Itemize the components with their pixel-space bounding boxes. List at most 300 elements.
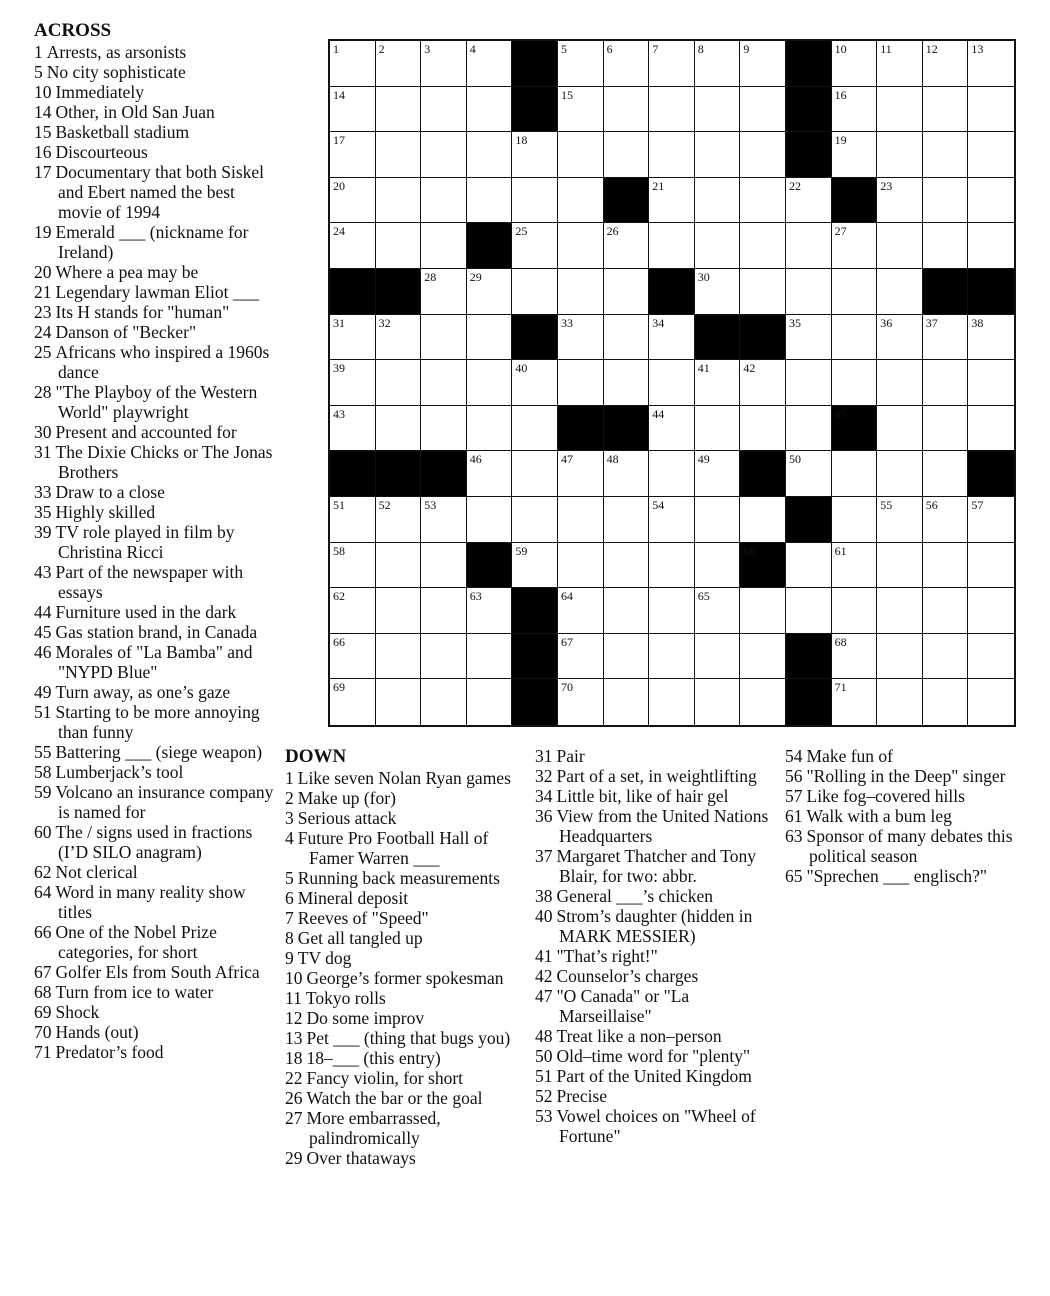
grid-cell[interactable] — [968, 543, 1014, 589]
clue-number: 33 — [34, 482, 52, 502]
across-clue — [34, 962, 274, 982]
grid-cell[interactable] — [604, 132, 650, 178]
grid-cell[interactable] — [558, 360, 604, 406]
clue-number: 48 — [535, 1026, 553, 1046]
grid-cell[interactable] — [923, 41, 969, 87]
grid-cell[interactable] — [604, 41, 650, 87]
grid-cell[interactable] — [877, 178, 923, 224]
cell-number: 15 — [561, 87, 573, 102]
grid-cell[interactable] — [786, 178, 832, 224]
grid-cell[interactable] — [832, 497, 878, 543]
grid-cell[interactable] — [604, 543, 650, 589]
grid-cell[interactable] — [558, 679, 604, 725]
grid-cell[interactable] — [877, 87, 923, 133]
grid-cell[interactable] — [376, 360, 422, 406]
grid-cell[interactable] — [330, 588, 376, 634]
grid-cell[interactable] — [558, 588, 604, 634]
clue-text: Tokyo rolls — [305, 988, 386, 1008]
black-square — [512, 634, 558, 680]
clue-number: 41 — [535, 946, 553, 966]
across-clue — [34, 342, 274, 382]
clue-text: Not clerical — [55, 862, 138, 882]
grid-cell[interactable] — [695, 634, 741, 680]
grid-cell[interactable] — [330, 178, 376, 224]
grid-cell[interactable] — [695, 497, 741, 543]
grid-cell[interactable] — [740, 223, 786, 269]
grid-cell[interactable] — [421, 315, 467, 361]
grid-cell[interactable] — [512, 360, 558, 406]
grid-cell[interactable] — [558, 543, 604, 589]
grid-cell[interactable] — [695, 41, 741, 87]
grid-cell[interactable] — [968, 497, 1014, 543]
grid-cell[interactable] — [558, 87, 604, 133]
cell-number: 68 — [834, 634, 847, 649]
grid-cell[interactable] — [512, 269, 558, 315]
clue-number: 28 — [34, 382, 52, 402]
cell-number: 7 — [652, 42, 659, 56]
grid-cell[interactable] — [421, 360, 467, 406]
black-square — [968, 451, 1014, 497]
black-square — [467, 223, 513, 269]
grid-cell[interactable] — [786, 223, 832, 269]
grid-cell[interactable] — [695, 360, 741, 406]
grid-cell[interactable] — [421, 269, 467, 315]
grid-cell[interactable] — [421, 223, 467, 269]
clue-number: 45 — [34, 622, 52, 642]
grid-cell[interactable] — [832, 132, 878, 178]
grid-cell[interactable] — [558, 132, 604, 178]
grid-cell[interactable] — [467, 588, 513, 634]
grid-cell[interactable] — [330, 223, 376, 269]
grid-cell[interactable] — [832, 269, 878, 315]
clue-text: Serious attack — [297, 808, 397, 828]
grid-cell[interactable] — [968, 132, 1014, 178]
grid-cell[interactable] — [558, 41, 604, 87]
clue-number: 34 — [535, 786, 553, 806]
grid-cell[interactable] — [604, 588, 650, 634]
grid-cell[interactable] — [740, 360, 786, 406]
grid-cell[interactable] — [649, 132, 695, 178]
grid-cell[interactable] — [512, 406, 558, 452]
grid-cell[interactable] — [740, 41, 786, 87]
black-square — [786, 87, 832, 133]
grid-cell[interactable] — [604, 269, 650, 315]
grid-cell[interactable] — [923, 679, 969, 725]
black-square — [923, 269, 969, 315]
cell-number: 51 — [333, 498, 345, 512]
grid-cell[interactable] — [786, 360, 832, 406]
clue-text: Shock — [55, 1002, 100, 1022]
grid-cell[interactable] — [877, 360, 923, 406]
grid-cell[interactable] — [512, 543, 558, 589]
grid-cell[interactable] — [695, 588, 741, 634]
grid-cell[interactable] — [330, 497, 376, 543]
grid-cell[interactable] — [695, 543, 741, 589]
down-clue — [285, 1088, 525, 1108]
grid-cell[interactable] — [968, 406, 1014, 452]
grid-cell[interactable] — [832, 223, 878, 269]
grid-cell[interactable] — [376, 223, 422, 269]
grid-cell[interactable] — [877, 679, 923, 725]
grid-cell[interactable] — [421, 41, 467, 87]
grid-cell[interactable] — [467, 87, 513, 133]
clue-number: 1 — [285, 768, 294, 788]
clue-number: 18 — [285, 1048, 303, 1068]
clue-number: 58 — [34, 762, 52, 782]
clue-text: Morales of "La Bamba" and "NYPD Blue" — [55, 642, 253, 682]
grid-cell[interactable] — [421, 132, 467, 178]
grid-cell[interactable] — [376, 41, 422, 87]
black-square — [558, 406, 604, 452]
grid-cell[interactable] — [376, 543, 422, 589]
grid-cell[interactable] — [923, 588, 969, 634]
clue-text: Part of the newspaper with essays — [55, 562, 244, 602]
grid-cell[interactable] — [649, 451, 695, 497]
grid-cell[interactable] — [467, 679, 513, 725]
grid-cell[interactable] — [877, 588, 923, 634]
clue-text: Gas station brand, in Canada — [55, 622, 258, 642]
grid-cell[interactable] — [467, 451, 513, 497]
grid-cell[interactable] — [695, 451, 741, 497]
grid-cell[interactable] — [923, 451, 969, 497]
grid-cell[interactable] — [877, 269, 923, 315]
across-clue — [34, 122, 274, 142]
clue-text: Africans who inspired a 1960s dance — [55, 342, 270, 382]
grid-cell[interactable] — [604, 451, 650, 497]
grid-cell[interactable] — [604, 679, 650, 725]
cell-number: 41 — [697, 361, 710, 376]
clue-text: Strom’s daughter (hidden in MARK MESSIER) — [556, 906, 753, 946]
clue-text: Like seven Nolan Ryan games — [297, 768, 511, 788]
clue-text: Furniture used in the dark — [55, 602, 237, 622]
grid-cell[interactable] — [558, 634, 604, 680]
grid-cell[interactable] — [421, 588, 467, 634]
cell-number: 23 — [880, 178, 893, 193]
grid-cell[interactable] — [604, 223, 650, 269]
grid-cell[interactable] — [695, 132, 741, 178]
cell-number: 1 — [333, 42, 339, 56]
grid-cell[interactable] — [330, 360, 376, 406]
cell-number: 19 — [834, 133, 847, 148]
grid-cell[interactable] — [467, 360, 513, 406]
grid-cell[interactable] — [695, 406, 741, 452]
grid-cell[interactable] — [923, 315, 969, 361]
grid-cell[interactable] — [649, 679, 695, 725]
black-square — [695, 315, 741, 361]
clue-number: 22 — [285, 1068, 303, 1088]
grid-cell[interactable] — [968, 178, 1014, 224]
grid-cell[interactable] — [512, 451, 558, 497]
grid-cell[interactable] — [558, 497, 604, 543]
grid-cell[interactable] — [376, 178, 422, 224]
grid-cell[interactable] — [330, 41, 376, 87]
grid-cell[interactable] — [923, 406, 969, 452]
grid-cell[interactable] — [376, 634, 422, 680]
grid-cell[interactable] — [695, 178, 741, 224]
grid-cell[interactable] — [740, 87, 786, 133]
down-clue — [285, 1048, 525, 1068]
grid-cell[interactable] — [330, 406, 376, 452]
grid-cell[interactable] — [421, 87, 467, 133]
grid-cell[interactable] — [877, 451, 923, 497]
grid-cell[interactable] — [832, 634, 878, 680]
grid-cell[interactable] — [832, 360, 878, 406]
grid-cell[interactable] — [467, 406, 513, 452]
down-clue — [535, 1086, 775, 1106]
grid-cell[interactable] — [649, 588, 695, 634]
down-clue — [785, 746, 1025, 766]
grid-cell[interactable] — [604, 360, 650, 406]
grid-cell[interactable] — [968, 41, 1014, 87]
clue-text: Mineral deposit — [297, 888, 409, 908]
clue-text: Treat like a non–person — [556, 1026, 722, 1046]
grid-cell[interactable] — [376, 315, 422, 361]
grid-cell[interactable] — [786, 588, 832, 634]
across-clue — [34, 162, 274, 222]
grid-cell[interactable] — [330, 543, 376, 589]
grid-cell[interactable] — [649, 634, 695, 680]
clue-number: 10 — [34, 82, 52, 102]
grid-cell[interactable] — [877, 223, 923, 269]
down-clue — [785, 866, 1025, 886]
grid-cell[interactable] — [877, 132, 923, 178]
cell-number: 62 — [333, 589, 345, 604]
cell-number: 57 — [971, 498, 984, 512]
grid-cell[interactable] — [512, 132, 558, 178]
clue-number: 54 — [785, 746, 803, 766]
grid-cell[interactable] — [649, 315, 695, 361]
black-square — [740, 543, 786, 589]
black-square — [604, 178, 650, 224]
grid-cell[interactable] — [604, 87, 650, 133]
clue-number: 29 — [285, 1148, 303, 1168]
black-square — [512, 41, 558, 87]
down-clue — [285, 1108, 525, 1148]
cell-number: 14 — [333, 87, 345, 102]
clue-number: 46 — [34, 642, 52, 662]
grid-cell[interactable] — [649, 406, 695, 452]
grid-cell[interactable] — [923, 497, 969, 543]
grid-cell[interactable] — [786, 451, 832, 497]
across-clue — [34, 422, 274, 442]
grid-cell[interactable] — [923, 132, 969, 178]
grid-cell[interactable] — [695, 269, 741, 315]
clue-number: 49 — [34, 682, 52, 702]
cell-number: 8 — [697, 42, 704, 56]
down-clue — [285, 1028, 525, 1048]
black-square — [649, 269, 695, 315]
grid-cell[interactable] — [877, 406, 923, 452]
grid-cell[interactable] — [740, 406, 786, 452]
grid-cell[interactable] — [330, 634, 376, 680]
grid-cell[interactable] — [467, 132, 513, 178]
clue-number: 5 — [285, 868, 294, 888]
across-clue — [34, 682, 274, 702]
clue-number: 44 — [34, 602, 52, 622]
clue-number: 2 — [285, 788, 294, 808]
grid-cell[interactable] — [832, 451, 878, 497]
grid-cell[interactable] — [558, 223, 604, 269]
grid-cell[interactable] — [558, 315, 604, 361]
grid-cell[interactable] — [649, 543, 695, 589]
grid-cell[interactable] — [467, 315, 513, 361]
clue-number: 30 — [34, 422, 52, 442]
clue-number: 21 — [34, 282, 52, 302]
grid-cell[interactable] — [512, 178, 558, 224]
grid-cell[interactable] — [467, 41, 513, 87]
clue-text: Make up (for) — [297, 788, 396, 808]
grid-cell[interactable] — [604, 634, 650, 680]
grid-cell[interactable] — [923, 178, 969, 224]
clue-number: 59 — [34, 782, 52, 802]
grid-cell[interactable] — [467, 497, 513, 543]
cell-number: 40 — [515, 361, 528, 376]
grid-cell[interactable] — [877, 41, 923, 87]
grid-cell[interactable] — [695, 679, 741, 725]
grid-cell[interactable] — [832, 315, 878, 361]
across-clue — [34, 782, 274, 822]
grid-cell[interactable] — [330, 132, 376, 178]
across-clue — [34, 622, 274, 642]
grid-cell[interactable] — [512, 497, 558, 543]
grid-cell[interactable] — [512, 223, 558, 269]
clue-text: "Rolling in the Deep" singer — [806, 766, 1006, 786]
grid-cell[interactable] — [558, 178, 604, 224]
grid-cell[interactable] — [421, 178, 467, 224]
grid-cell[interactable] — [330, 315, 376, 361]
clue-text: Predator’s food — [55, 1042, 164, 1062]
grid-cell[interactable] — [467, 178, 513, 224]
grid-cell[interactable] — [649, 223, 695, 269]
grid-cell[interactable] — [786, 315, 832, 361]
grid-cell[interactable] — [923, 360, 969, 406]
grid-cell[interactable] — [467, 634, 513, 680]
cell-number: 25 — [515, 224, 528, 239]
down-clue — [285, 1148, 525, 1168]
grid-cell[interactable] — [740, 588, 786, 634]
grid-cell[interactable] — [421, 497, 467, 543]
grid-cell[interactable] — [968, 87, 1014, 133]
grid-cell[interactable] — [421, 634, 467, 680]
clue-text: Old–time word for "plenty" — [556, 1046, 751, 1066]
grid-cell[interactable] — [376, 132, 422, 178]
grid-cell[interactable] — [832, 87, 878, 133]
grid-cell[interactable] — [649, 41, 695, 87]
down-clue-list-3 — [785, 746, 1025, 886]
grid-cell[interactable] — [695, 87, 741, 133]
grid-cell[interactable] — [649, 497, 695, 543]
down-clue — [285, 808, 525, 828]
clue-text: Arrests, as arsonists — [46, 42, 187, 62]
cell-number: 47 — [561, 452, 573, 467]
grid-cell[interactable] — [877, 497, 923, 543]
grid-cell[interactable] — [786, 406, 832, 452]
grid-cell[interactable] — [877, 634, 923, 680]
grid-cell[interactable] — [695, 223, 741, 269]
grid-cell[interactable] — [558, 269, 604, 315]
grid-cell[interactable] — [923, 634, 969, 680]
down-clue — [785, 806, 1025, 826]
grid-cell[interactable] — [376, 588, 422, 634]
grid-cell[interactable] — [604, 497, 650, 543]
grid-cell[interactable] — [649, 360, 695, 406]
grid-cell[interactable] — [558, 451, 604, 497]
grid-cell[interactable] — [968, 315, 1014, 361]
across-clue — [34, 742, 274, 762]
down-clue — [535, 786, 775, 806]
clue-text: Fancy violin, for short — [306, 1068, 464, 1088]
grid-cell[interactable] — [923, 543, 969, 589]
grid-cell[interactable] — [376, 497, 422, 543]
grid-cell[interactable] — [740, 634, 786, 680]
grid-cell[interactable] — [968, 679, 1014, 725]
grid-cell[interactable] — [330, 87, 376, 133]
grid-cell[interactable] — [740, 497, 786, 543]
grid-cell[interactable] — [421, 679, 467, 725]
grid-cell[interactable] — [832, 543, 878, 589]
grid-cell[interactable] — [376, 87, 422, 133]
grid-cell[interactable] — [923, 87, 969, 133]
grid-cell[interactable] — [786, 543, 832, 589]
grid-cell[interactable] — [832, 679, 878, 725]
grid-cell[interactable] — [649, 178, 695, 224]
cell-number: 3 — [424, 42, 431, 56]
clue-number: 71 — [34, 1042, 52, 1062]
grid-cell[interactable] — [877, 315, 923, 361]
grid-cell[interactable] — [467, 269, 513, 315]
down-clues-continued-2 — [785, 746, 1025, 886]
grid-cell[interactable] — [968, 223, 1014, 269]
clue-number: 69 — [34, 1002, 52, 1022]
black-square — [786, 497, 832, 543]
across-clue — [34, 382, 274, 422]
cell-number: 18 — [515, 133, 528, 148]
clue-number: 65 — [785, 866, 803, 886]
down-clue — [285, 968, 525, 988]
clue-text: Pair — [556, 746, 585, 766]
grid-cell[interactable] — [649, 87, 695, 133]
grid-cell[interactable] — [786, 269, 832, 315]
down-clue — [535, 766, 775, 786]
cell-number: 28 — [424, 270, 437, 284]
grid-cell[interactable] — [376, 406, 422, 452]
down-clue — [285, 988, 525, 1008]
grid-cell[interactable] — [421, 543, 467, 589]
grid-cell[interactable] — [740, 679, 786, 725]
clue-number: 11 — [285, 988, 302, 1008]
grid-cell[interactable] — [832, 588, 878, 634]
grid-cell[interactable] — [877, 543, 923, 589]
across-clue — [34, 522, 274, 562]
grid-cell[interactable] — [968, 588, 1014, 634]
cell-number: 67 — [561, 634, 573, 649]
grid-cell[interactable] — [604, 315, 650, 361]
grid-cell[interactable] — [968, 634, 1014, 680]
grid-cell[interactable] — [421, 406, 467, 452]
grid-cell[interactable] — [832, 41, 878, 87]
clue-number: 5 — [34, 62, 43, 82]
grid-cell[interactable] — [740, 178, 786, 224]
black-square — [512, 87, 558, 133]
black-square — [421, 451, 467, 497]
grid-cell[interactable] — [923, 223, 969, 269]
grid-cell[interactable] — [740, 132, 786, 178]
grid-cell[interactable] — [740, 269, 786, 315]
grid-cell[interactable] — [968, 360, 1014, 406]
grid-cell[interactable] — [376, 679, 422, 725]
clue-text: Danson of "Becker" — [55, 322, 197, 342]
grid-cell[interactable] — [330, 679, 376, 725]
